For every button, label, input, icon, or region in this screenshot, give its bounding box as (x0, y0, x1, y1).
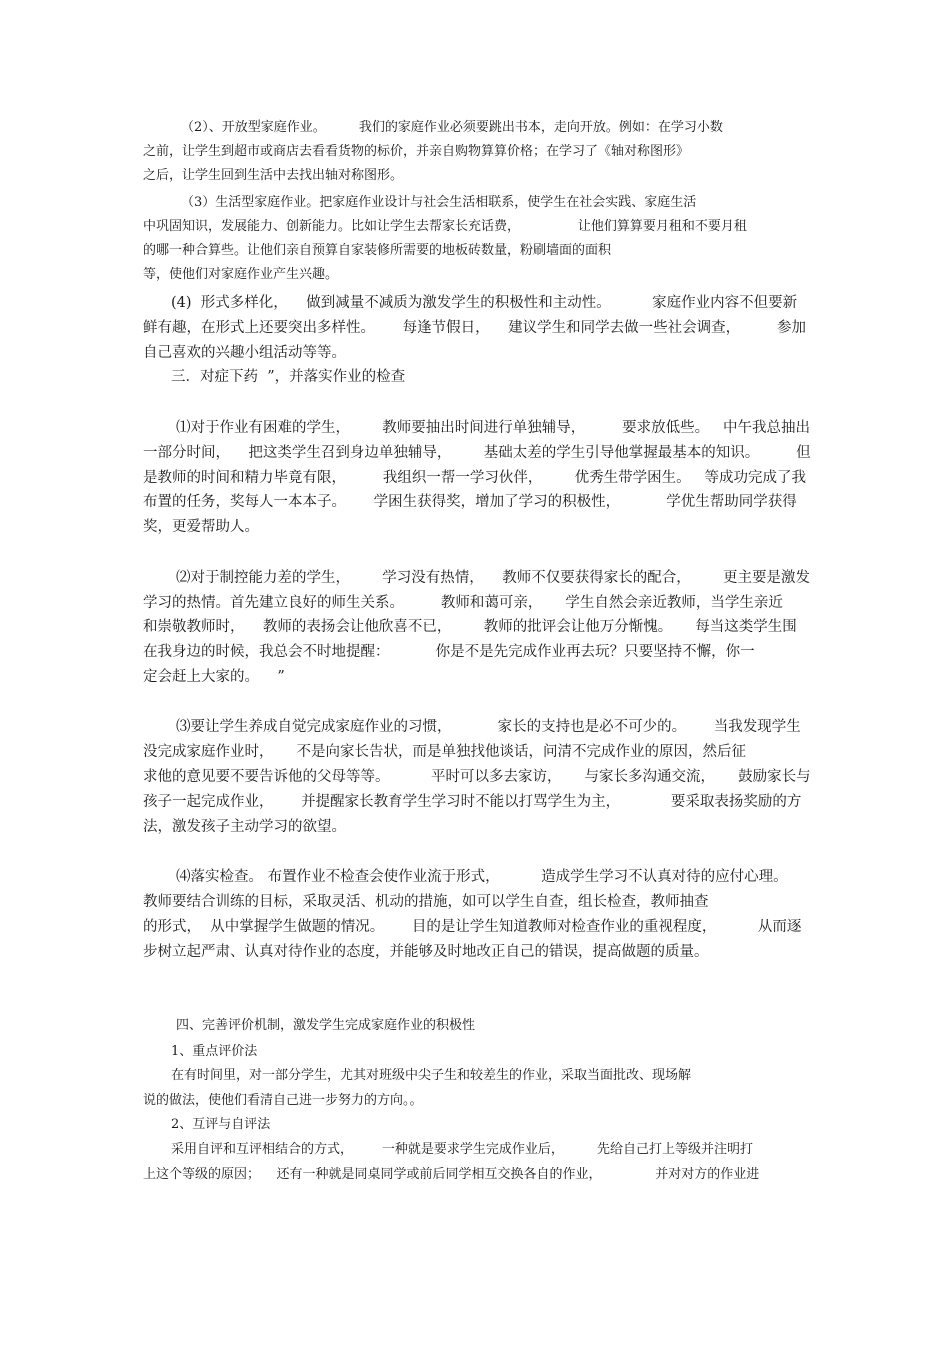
text-line: 之前，让学生到超市或商店去看看货物的标价，并亲自购物算算价格；在学习了《轴对称图形》 (143, 144, 690, 159)
text-line: 之后，让学生回到生活中去找出轴对称图形。 (143, 168, 404, 183)
text-line: 的形式， 从中掌握学生做题的情况。 目的是让学生知道教师对检查作业的重视程度， 从而逐 (143, 919, 802, 935)
text-line: 上这个等级的原因； 还有一种就是同桌同学或前后同学相互交换各自的作业， 并对对方的作业进 (143, 1167, 760, 1182)
text-line: 步树立起严肃、认真对待作业的态度，并能够及时地改正自己的错误，提高做题的质量。 (143, 944, 709, 960)
text-line: 说的做法，使他们看清自己进一步努力的方向。。 (143, 1093, 423, 1108)
text-line: ⑶要让学生养成自觉完成家庭作业的习惯， 家长的支持也是必不可少的。 当我发现学生 (176, 719, 801, 735)
text-line: 是教师的时间和精力毕竟有限， 我组织一帮一学习伙伴， 优秀生带学困生。 等成功完成了我 (143, 470, 806, 486)
text-line: 法，激发孩子主动学习的欲望。 (143, 819, 346, 835)
section-heading: 四、完善评价机制，激发学生完成家庭作业的积极性 (176, 1018, 476, 1033)
text-line: 的哪一种合算些。让他们亲自预算自家装修所需要的地板砖数量，粉刷墙面的面积 (143, 243, 612, 258)
text-line: ⑷落实检查。 布置作业不检查会使作业流于形式， 造成学生学习不认真对待的应付心理。 (176, 869, 788, 885)
text-line: 奖，更爱帮助人。 (143, 519, 259, 535)
text-line: 自己喜欢的兴趣小组活动等等。 (143, 345, 346, 361)
text-line: 在有时间里，对一部分学生，尤其对班级中尖子生和较差生的作业，采取当面批改、现场解 (171, 1068, 692, 1083)
text-line: 中巩固知识，发展能力、创新能力。比如让学生去帮家长充话费， 让他们算算要月租和不要月租 (143, 219, 747, 234)
text-line: 求他的意见要不要告诉他的父母等等。 平时可以多去家访， 与家长多沟通交流， 鼓励家长与 (143, 769, 811, 785)
text-line: （3）生活型家庭作业。把家庭作业设计与社会生活相联系，使学生在社会实践、家庭生活 (181, 195, 697, 210)
text-line: 等，使他们对家庭作业产生兴趣。 (143, 267, 339, 282)
section-heading: 三．对症下药 ”，并落实作业的检查 (171, 369, 406, 385)
text-line: 定会赶上大家的。 ” (143, 669, 285, 685)
text-line: 采用自评和互评相结合的方式， 一种就是要求学生完成作业后， 先给自己打上等级并注明打 (171, 1142, 753, 1157)
text-line: 在我身边的时候，我总会不时地提醒： 你是不是先完成作业再去玩？只要坚持不懈，你一 (143, 644, 755, 660)
text-line: 和崇敬教师时， 教师的表扬会让他欣喜不已， 教师的批评会让他万分惭愧。 每当这类学生围 (143, 619, 797, 635)
text-line: 一部分时间， 把这类学生召到身边单独辅导， 基础太差的学生引导他掌握最基本的知识。 但 (143, 445, 811, 461)
text-line: ⑵对于制控能力差的学生， 学习没有热情， 教师不仅要获得家长的配合， 更主要是激发 (176, 570, 810, 586)
text-line: 布置的任务，奖每人一本本子。 学困生获得奖，增加了学习的积极性， 学优生帮助同学获得 (143, 494, 797, 510)
text-line: (4) 形式多样化， 做到减量不减质为激发学生的积极性和主动性。 家庭作业内容不但要新 (171, 295, 798, 311)
text-line: 没完成家庭作业时， 不是向家长告状，而是单独找他谈话，问清不完成作业的原因，然后征 (143, 744, 747, 760)
subsection-heading: 2、互评与自评法 (171, 1117, 271, 1132)
text-line: 鲜有趣，在形式上还要突出多样性。 每逢节假日， 建议学生和同学去做一些社会调查， 参加 (143, 320, 806, 336)
text-line: （2）、开放型家庭作业。 我们的家庭作业必须要跳出书本，走向开放。例如：在学习小数 (181, 120, 723, 135)
text-line: 孩子一起完成作业， 并提醒家长教育学生学习时不能以打骂学生为主， 要采取表扬奖励的方 (143, 794, 802, 810)
text-line: ⑴对于作业有困难的学生， 教师要抽出时间进行单独辅导， 要求放低些。 中午我总抽出 (176, 420, 810, 436)
text-line: 教师要结合训练的目标，采取灵活、机动的措施，如可以学生自查，组长检查，教师抽查 (143, 894, 709, 910)
text-line: 学习的热情。首先建立良好的师生关系。 教师和蔼可亲， 学生自然会亲近教师，当学生亲近 (143, 595, 783, 611)
subsection-heading: 1、重点评价法 (171, 1044, 258, 1059)
